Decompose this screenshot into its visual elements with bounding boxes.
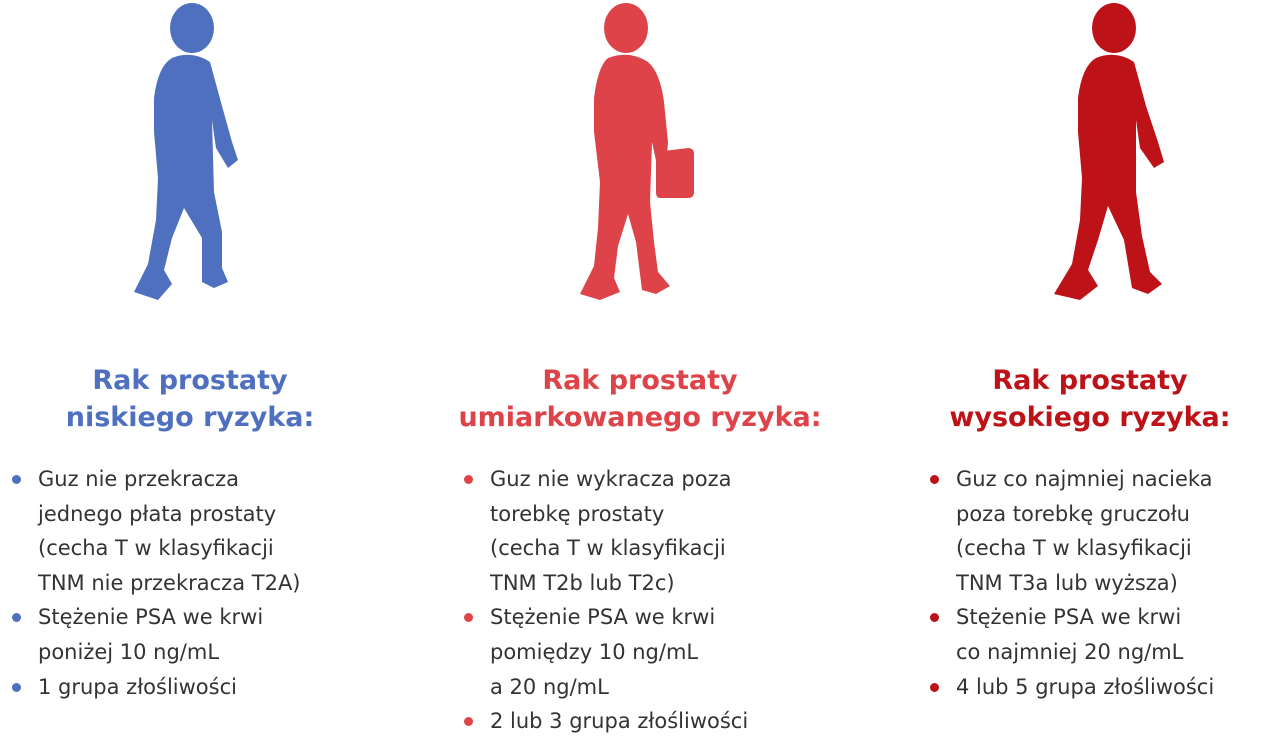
bullet-line: poniżej 10 ng/mL [38, 639, 220, 664]
bullet-line: TNM nie przekracza T2A) [38, 570, 301, 595]
criteria-item-grade [930, 670, 1214, 705]
criteria-list [12, 462, 301, 704]
bullet-line: Guz nie wykracza poza [490, 467, 732, 491]
column-title [900, 362, 1280, 436]
title-line-1: Rak prostaty [542, 365, 738, 396]
bullet-dot [930, 683, 939, 692]
bullet-line: Guz co najmniej nacieka [956, 467, 1213, 491]
bullet-dot [12, 613, 21, 622]
bullet-dot [930, 613, 939, 622]
column-title [0, 362, 380, 436]
bullet-dot [12, 683, 21, 692]
walking-man-icon [1040, 2, 1180, 302]
bullet-line: (cecha T w klasyfikacji [490, 536, 726, 561]
walking-man-with-briefcase-icon [560, 2, 710, 302]
criteria-item-psa [930, 600, 1214, 669]
bullet-line: 1 grupa złośliwości [38, 674, 237, 699]
bullet-line: poza torebkę gruczołu [956, 501, 1190, 526]
criteria-item-tumor [930, 462, 1214, 600]
bullet-line: (cecha T w klasyfikacji [956, 536, 1192, 561]
criteria-item-tumor [12, 462, 301, 600]
bullet-line: pomiędzy 10 ng/mL [490, 639, 699, 664]
title-line-1: Rak prostaty [992, 365, 1188, 396]
criteria-list [930, 462, 1214, 704]
title-line-2: wysokiego ryzyka: [949, 402, 1231, 433]
bullet-line: a 20 ng/mL [490, 674, 609, 699]
criteria-item-grade [464, 704, 748, 739]
bullet-line: Stężenie PSA we krwi [956, 605, 1182, 630]
criteria-list [464, 462, 748, 739]
bullet-line: Stężenie PSA we krwi [490, 605, 716, 630]
bullet-dot [464, 613, 473, 622]
bullet-line: torebkę prostaty [490, 501, 665, 526]
bullet-line: 2 lub 3 grupa złośliwości [490, 709, 749, 734]
column-title [420, 362, 860, 436]
walking-man-icon [110, 2, 250, 302]
title-line-2: umiarkowanego ryzyka: [458, 402, 822, 433]
bullet-dot [464, 717, 473, 726]
criteria-item-grade [12, 670, 301, 705]
bullet-dot [12, 475, 21, 484]
risk-column-high [900, 0, 1280, 739]
bullet-line: 4 lub 5 grupa złośliwości [956, 674, 1215, 699]
title-line-1: Rak prostaty [92, 365, 288, 396]
bullet-line: Guz nie przekracza [38, 467, 240, 491]
risk-column-low [0, 0, 380, 739]
bullet-line: jednego płata prostaty [38, 501, 277, 526]
bullet-line: TNM T2b lub T2c) [490, 570, 675, 595]
criteria-item-psa [464, 600, 748, 704]
title-line-2: niskiego ryzyka: [65, 402, 315, 433]
bullet-line: (cecha T w klasyfikacji [38, 536, 274, 561]
bullet-dot [464, 475, 473, 484]
bullet-line: co najmniej 20 ng/mL [956, 639, 1184, 664]
bullet-line: TNM T3a lub wyższa) [956, 570, 1178, 595]
criteria-item-tumor [464, 462, 748, 600]
bullet-line: Stężenie PSA we krwi [38, 605, 264, 630]
bullet-dot [930, 475, 939, 484]
risk-column-intermediate [420, 0, 860, 739]
criteria-item-psa [12, 600, 301, 669]
